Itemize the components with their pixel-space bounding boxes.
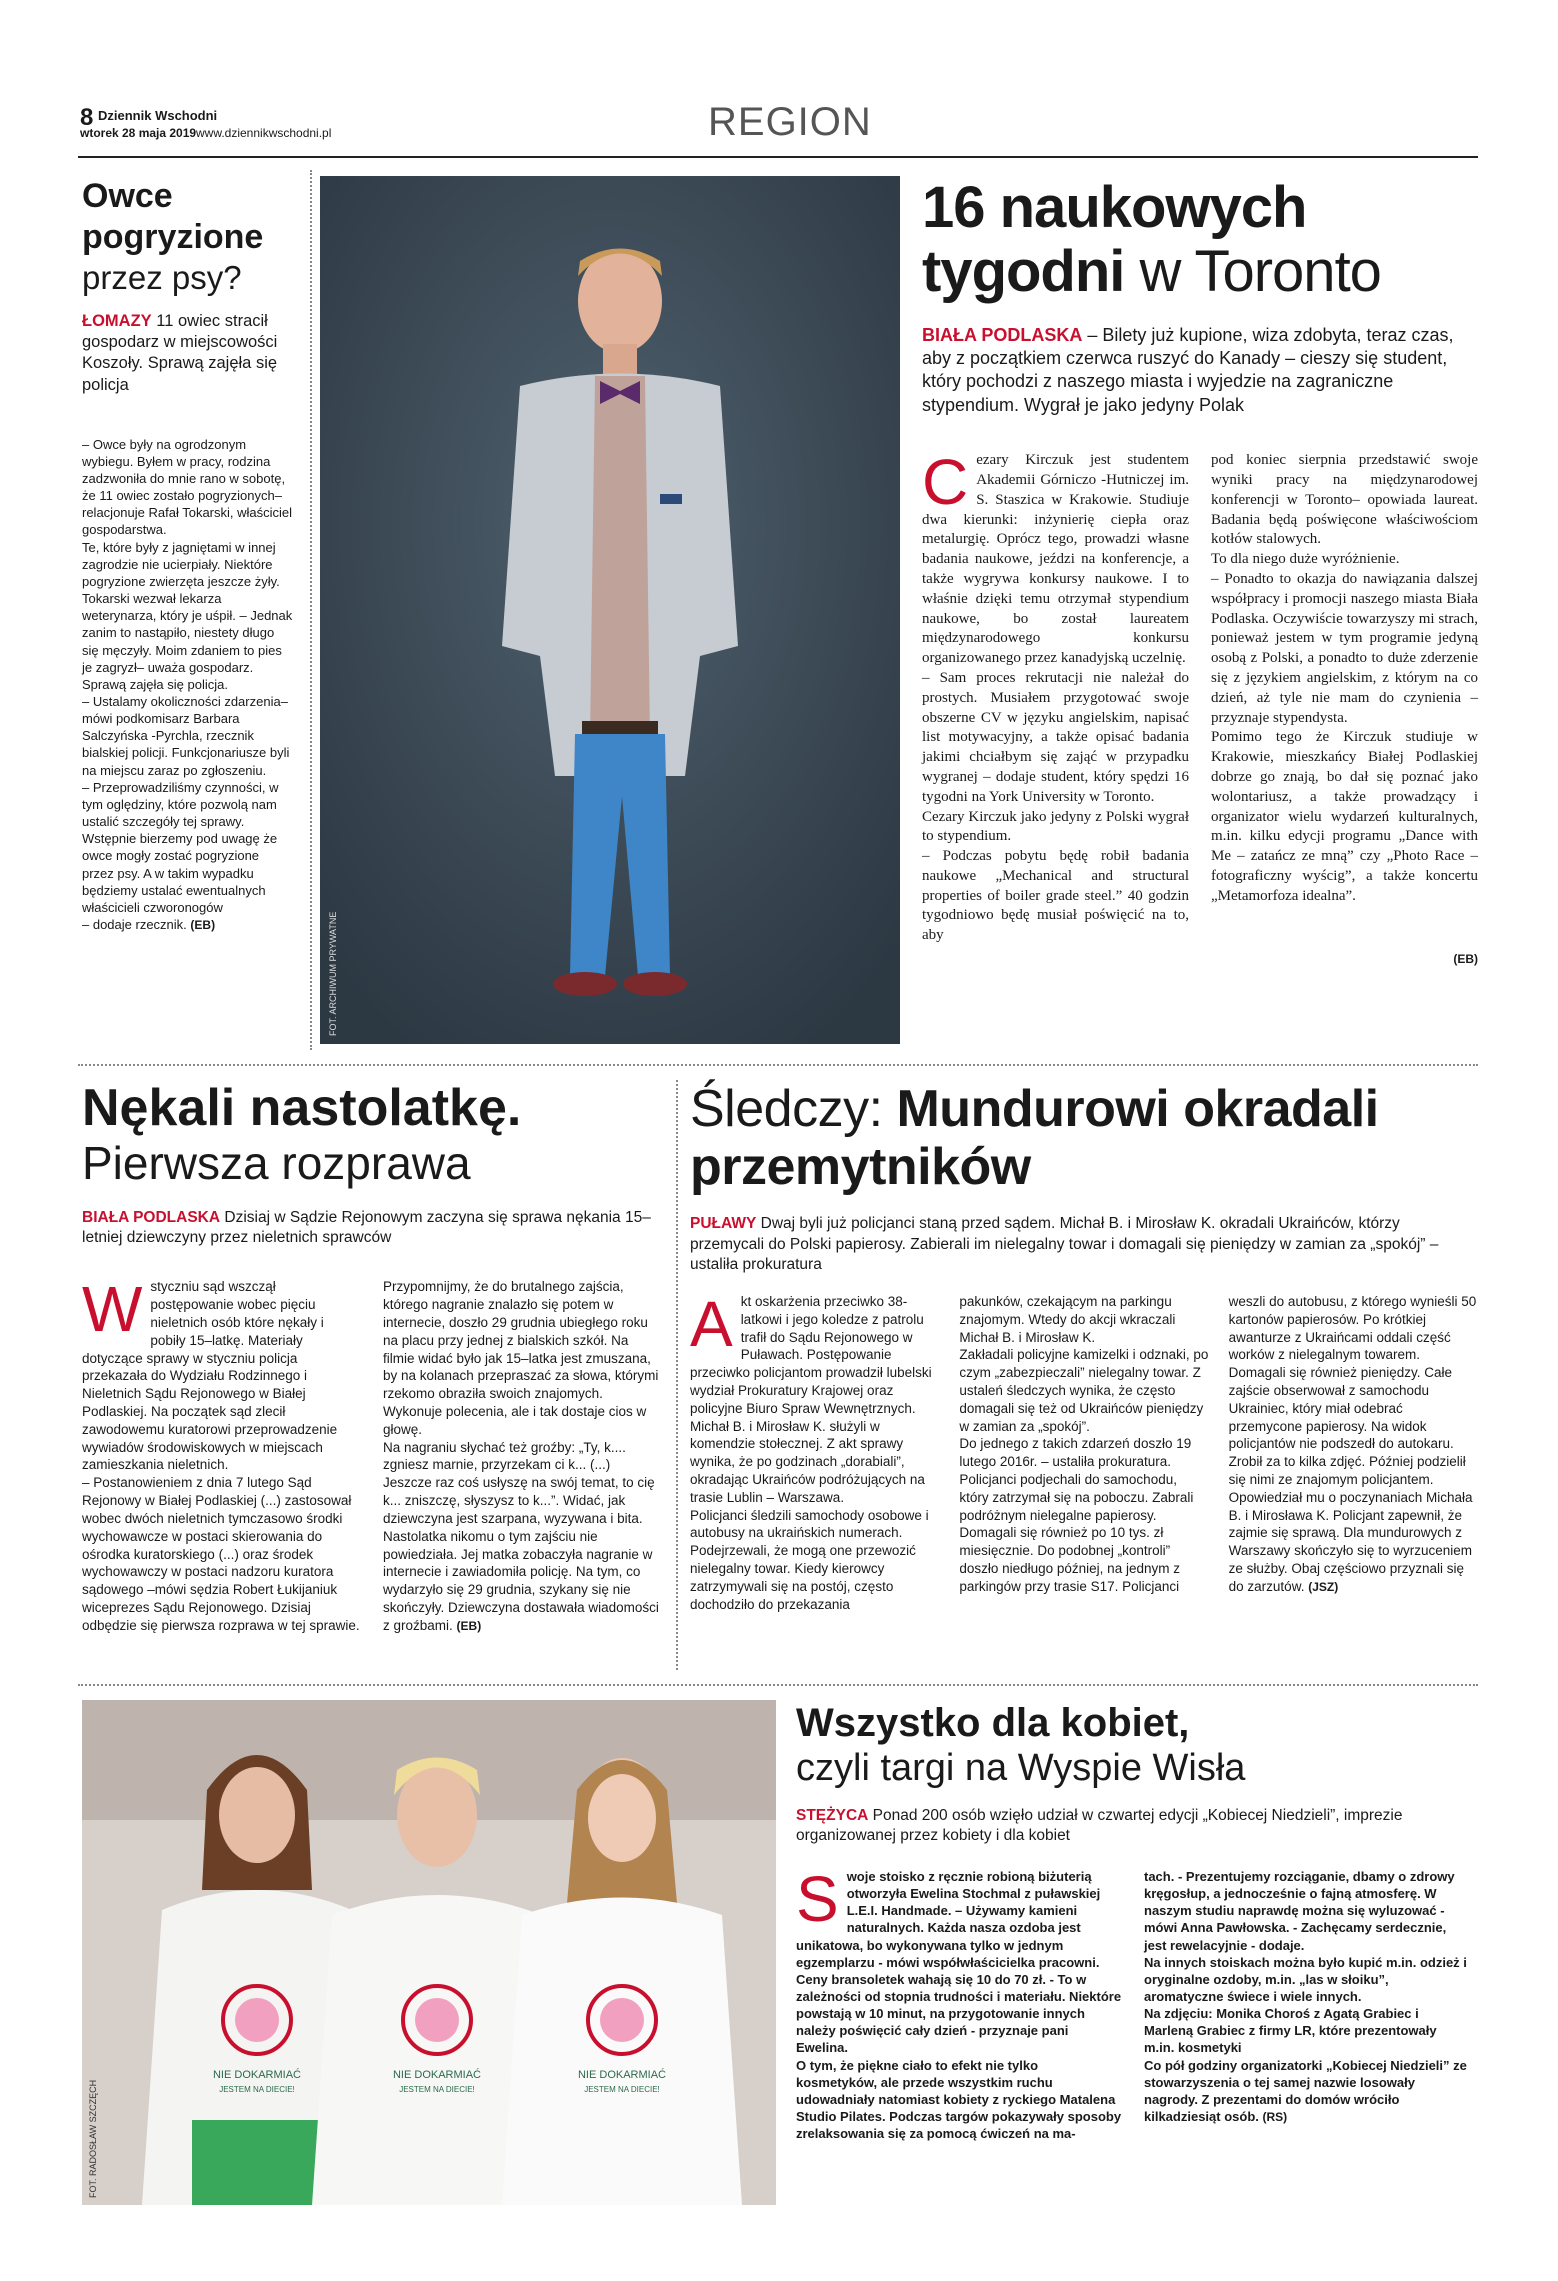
toronto-dropcap: C xyxy=(922,446,969,519)
owce-location: ŁOMAZY xyxy=(82,312,152,331)
toronto-body xyxy=(922,446,1478,946)
paper-name: Dziennik Wschodni xyxy=(98,108,218,123)
sledczy-title-light: Śledczy: xyxy=(690,1080,883,1138)
sledczy-body xyxy=(690,1287,1478,1614)
section-divider-2 xyxy=(78,1684,1478,1686)
sledczy-col-3: weszli do autobusu, z którego wynieśli 50 kartonów papierosów. Po krótkiej awanturze z Ukraińcami oddali część worków z nielegalnym towarem. Domagali się również pieniędzy. Całe zajście obserwował z samochodu Ukrainiec, który miał odebrać przemycone papierosy. Na widok policjantów nie podszedł do autokaru. Zrobił za to kilka zdjęć. Później podzielił się nimi ze znajomym policjantem. Opowiedział mu o poczynaniach Michała B. i Mirosława K. Policjant zapewnił, że zajmie się sprawą. Dla mundurowych z Warszawy skończyło się to wyrzuceniem ze służby. Obaj częściowo przyznali się do zarzutów. (JSZ) xyxy=(1228,1293,1477,1594)
column-divider xyxy=(310,170,312,1050)
nekali-signature: (EB) xyxy=(456,1618,482,1633)
shirt-text-2b: JESTEM NA DIECIE! xyxy=(399,2085,475,2094)
kobiety-lead-text: Ponad 200 osób wzięło udział w czwartej edycji „Kobiecej Niedzieli”, imprezie organizowanej przez kobiety i dla kobiet xyxy=(796,1806,1403,1844)
kobiety-body xyxy=(796,1862,1478,2143)
women-figures xyxy=(82,1700,776,2205)
shirt-text-1a: NIE DOKARMIAĆ xyxy=(212,2069,302,2081)
kobiety-col-2: tach. - Prezentujemy rozciąganie, dbamy o zdrowy kręgosłup, a jednocześnie o fajną atmosferę. W naszym studiu naprawdę można się wyluzować - mówi Anna Pawłowska. - Zachęcamy serdecznie, jest rewelacyjnie - dodaje. Na innych stoiskach można było kupić m.in. odzież i oryginalne ozdoby, m.in. „las w słoiku”, aromatyczne świece i wiele innych. Na zdjęciu: Monika Choroś z Agatą Grabiec i Marleną Grabiec z firmy LR, które prezentowały m.in. kosmetyki Co pół godziny organizatorki „Kobiecej Niedzieli” ze stowarzyszenia o tej samej nazwie losowały nagrody. Z prezentami do domów wróciło kilkadziesiąt osób. (RS) xyxy=(1144,1868,1467,2125)
article-sledczy xyxy=(690,1080,1478,1614)
kobiety-col-1: Swoje stoisko z ręcznie robioną biżuterią otworzyła Ewelina Stochmal z puławskiej L.E.I. Handmade. – Używamy kamieni naturalnych. Każda nasza ozdoba jest unikatowa, bo wykonywana tylko w jednym egzemplarzu - mówi współwłaścicielka pracowni. Ceny bransoletek wahają się 10 do 70 zł. - To w zależności od stopnia trudności i materiału. Niektóre powstają w 10 minut, na przygotowanie innych należy poświęcić cały dzień - przyznaje pani Ewelina. O tym, że piękne ciało to efekt nie tylko kosmetyków, ale przede wszystkim ruchu udowadniały natomiast kobiety z ryckiego Matalena Studio Pilates. Podczas targów pokazywały sposoby zrelaksowania się za pomocą ćwiczeń na ma- xyxy=(796,1862,1122,2142)
toronto-title-light: w Toronto xyxy=(1139,238,1381,304)
nekali-location: BIAŁA PODLASKA xyxy=(82,1209,221,1227)
kobiety-dropcap: S xyxy=(796,1862,839,1935)
nekali-body xyxy=(82,1273,662,1634)
nekali-title-bold: Nękali nastolatkę. xyxy=(82,1079,522,1137)
website-link[interactable]: www.dziennikwschodni.pl xyxy=(196,126,332,140)
toronto-signature: (EB) xyxy=(1453,952,1478,967)
toronto-lead xyxy=(922,324,1478,418)
owce-body: – Owce były na ogrodzonym wybiegu. Byłem w pracy, rodzina zadzwoniła do mnie rano w sobotę, że 11 owiec zostało pogryzionych– relacjonuje Rafał Tokarski, właściciel gospodarstwa. Te, które były z jagniętami w innej zagrodzie nie ucierpiały. Niektóre pogryzione zwierzęta jeszcze żyły. Tokarski wezwał lekarza weterynarza, który je uśpił. – Jednak zanim to nastąpiło, niestety długo się męczyły. Moim zdaniem to pies je zagryzł– uważa gospodarz. Sprawą zajęła się policja. – Ustalamy okoliczności zdarzenia– mówi podkomisarz Barbara Salczyńska -Pyrchla, rzecznik bialskiej policji. Funkcjonariusze byli na miejscu zaraz po zgłoszeniu. – Przeprowadziliśmy czynności, w tym oględziny, które pozwolą nam ustalić szczegóły tej sprawy. Wstępnie bierzemy pod uwagę że owce mogły zostać pogryzione przez psy. A w takim wypadku będziemy ustalać ewentualnych właścicieli czworonogów – dodaje rzecznik. (EB) xyxy=(82,436,293,932)
nekali-lead xyxy=(82,1208,662,1248)
section-title: REGION xyxy=(708,100,872,144)
issue-date: wtorek 28 maja 2019 xyxy=(80,126,197,140)
kobiety-title-light: czyli targi na Wyspie Wisła xyxy=(796,1747,1246,1789)
owce-lead xyxy=(82,311,294,395)
sledczy-col-1: Akt oskarżenia przeciwko 38-latkowi i jego koledze z patrolu trafił do Sądu Rejonowego w Puławach. Postępowanie przeciwko policjantom prowadził lubelski wydział Prokuratury Krajowej oraz policyjne Biuro Spraw Wewnętrznych. Michał B. i Mirosław K. służyli w komendzie stołecznej. Z akt sprawy wynika, że po godzinach „dorabiali”, okradając Ukraińców podróżujących na trasie Lublin – Warszawa. Policjanci śledzili samochody osobowe i autobusy na ukraińskich numerach. Podejrzewali, że mogą one przewozić nielegalny towar. Kiedy kierowcy zatrzymywali się na postój, często dochodziło do przekazania xyxy=(690,1287,932,1612)
shirt-text-1b: NIE DOKARMIAĆ xyxy=(392,2069,482,2081)
toronto-col-1: Cezary Kirczuk jest studentem Akademii Górniczo -Hutniczej im. S. Staszica w Krakowie. Studiuje dwa kierunki: inżynierię ciepła oraz metalurgię. Oprócz tego, prowadzi własne badania naukowe, jeździ na konferencje, a także wygrywa konkursy naukowe. I to właśnie dzięki temu otrzymał stypendium naukowe, bo został laureatem międzynarodowego konkursu organizowanego przez kanadyjską uczelnię. – Sam proces rekrutacji nie należał do prostych. Musiałem przygotować swoje obszerne CV w języku angielskim, napisać list motywacyjny, a także opisać badania jakimi chciałbym się zająć w przypadku wygranej – dodaje student, który spędzi 16 tygodni na York University w Toronto. Cezary Kirczuk jako jedyny z Polski wygrał to stypendium. – Podczas pobytu będę robił badania naukowe „Mechanical and structural properties of boiler grade steel.” 40 godzin tygodniowo będę musiał poświęcić na to, aby xyxy=(922,446,1189,944)
shirt-text-2c: JESTEM NA DIECIE! xyxy=(584,2085,660,2094)
sledczy-location: PUŁAWY xyxy=(690,1215,757,1233)
header-rule xyxy=(78,156,1478,158)
sledczy-signature: (JSZ) xyxy=(1308,1579,1339,1594)
column-divider-2 xyxy=(676,1080,678,1670)
women-photo xyxy=(82,1700,776,2205)
owce-lead-text: 11 owiec stracił gospodarz w miejscowości Koszoły. Sprawą zajęła się policja xyxy=(82,312,278,394)
toronto-lead-text: – Bilety już kupione, wiza zdobyta, teraz czas, aby z początkiem czerwca ruszyć do Kanady – cieszy się student, który pochodzi z naszego miasta i wyjedzie na zagraniczne stypendium. Wygrał je jako jedyny Polak xyxy=(922,324,1454,415)
kobiety-signature: (RS) xyxy=(1262,2110,1288,2125)
nekali-lead-text: Dzisiaj w Sądzie Rejonowym zaczyna się sprawa nękania 15–letniej dziewczyny przez nieletnich sprawców xyxy=(82,1209,651,1247)
sledczy-col-2: pakunków, czekającym na parkingu znajomym. Wtedy do akcji wkraczali Michał B. i Mirosław K. Zakładali policyjne kamizelki i odznaki, po czym „zabezpieczali” nielegalny towar. Z ustaleń śledczych wynika, że często domagali się też od Ukraińców pieniędzy w zamian za „spokój”. Do jednego z takich zdarzeń doszło 19 lutego 2016r. – ustaliła prokuratura. Policjanci podjechali do samochodu, który zatrzymał się na poboczu. Zabrali podróżnym nielegalne papierosy. Domagali się również po 10 tys. zł miesięcznie. Do podobnej „kontroli” doszło niedługo później, na jednym z parkingów przy trasie S17. Policjanci xyxy=(959,1293,1209,1594)
toronto-location: BIAŁA PODLASKA xyxy=(922,324,1083,345)
women-photo-credit: FOT. RADOSŁAW SZCZĘCH xyxy=(88,2079,98,2198)
student-figure xyxy=(320,176,900,1044)
nekali-title-light: Pierwsza rozprawa xyxy=(82,1137,471,1190)
sledczy-lead-text: Dwaj byli już policjanci staną przed sądem. Michał B. i Mirosław K. okradali Ukraińców, którzy przemycali do Polski papierosy. Zabierali im nielegalny towar i domagali się pieniędzy w zamian za „spokój” – ustaliła prokuratura xyxy=(690,1215,1439,1273)
toronto-headline xyxy=(922,176,1478,304)
shirt-text-2a: JESTEM NA DIECIE! xyxy=(219,2085,295,2094)
owce-title-light: przez psy? xyxy=(82,258,242,296)
sledczy-headline xyxy=(690,1080,1478,1196)
toronto-col-2: pod koniec sierpnia przedstawić swoje wyniki pracy na międzynarodowej konferencji w Toronto– opowiada laureat. Badania będą poświęcone właściwościom kotłów stalowych. To dla niego duże wyróżnienie. – Ponadto to okazja do nawiązania dalszej współpracy i promocji naszego miasta Biała Podlaska. Oczywiście towarzyszy mi strach, ponieważ jestem w tym programie jedyną osobą z Polski, a ponadto to duże zderzenie się z językiem angielskim, z którym na co dzień, aż tyle nie mam do czynienia – przyznaje stypendysta. Pomimo tego że Kirczuk studiuje w Krakowie, mieszkańcy Białej Podlaskiej dobrze go znają, bo dał się poznać jako wolontariusz, a także prowadzący i organizator wielu wydarzeń kulturalnych, m.in. kilku edycji programu „Dance with Me – zatańcz ze mną” czy „Photo Race – fotograficzny wyścig”, a także koncertu „Metamorfoza idealna”. xyxy=(1211,452,1478,904)
owce-title-bold: Owce pogryzione xyxy=(82,177,264,256)
sledczy-lead xyxy=(690,1214,1478,1274)
article-toronto xyxy=(922,176,1478,966)
kobiety-lead xyxy=(796,1806,1478,1846)
page-number: 8 xyxy=(80,104,94,131)
owce-signature: (EB) xyxy=(190,918,216,932)
shirt-text-1c: NIE DOKARMIAĆ xyxy=(577,2069,667,2081)
student-photo xyxy=(320,176,900,1044)
kobiety-location: STĘŻYCA xyxy=(796,1806,869,1824)
student-photo-credit: FOT. ARCHIWUM PRYWATNE xyxy=(328,911,338,1036)
nekali-col-1: Wstyczniu sąd wszczął postępowanie wobec pięciu nieletnich osób które nękały i pobiły 15–latkę. Materiały dotyczące sprawy w styczniu policja przekazała do Wydziału Rodzinnego i Nieletnich Sądu Rejonowego w Białej Podlaskiej. Na początek sąd zlecił zawodowemu kuratorowi przeprowadzenie wywiadów środowiskowych w miejscach zamieszkania nieletnich. – Postanowieniem z dnia 7 lutego Sąd Rejonowy w Białej Podlaskiej (...) zastosował wobec dwóch nieletnich tymczasowo środki wychowawcze w postaci skierowania do ośrodka kuratorskiego (...) oraz środek wychowawczy w postaci nadzoru kuratora sądowego –mówi sędzia Robert Łukijaniuk wiceprezes Sądu Rejonowego. Dzisiaj odbędzie się pierwsza rozprawa w tej sprawie. xyxy=(82,1273,360,1633)
article-owce xyxy=(82,176,294,934)
sledczy-dropcap: A xyxy=(690,1287,733,1360)
article-nekali xyxy=(82,1080,662,1635)
toronto-title-bold: 16 naukowych tygodni xyxy=(922,175,1307,304)
nekali-dropcap: W xyxy=(82,1273,143,1346)
article-kobiety xyxy=(796,1700,1478,2142)
section-divider xyxy=(78,1064,1478,1066)
sledczy-title-bold: Mundurowi okradali przemytników xyxy=(690,1080,1379,1197)
kobiety-title-bold: Wszystko dla kobiet, xyxy=(796,1701,1190,1745)
nekali-col-2: Przypomnijmy, że do brutalnego zajścia, którego nagranie znalazło się potem w internecie, doszło 29 grudnia ubiegłego roku na placu przy jednej z bialskich szkół. Na filmie widać było jak 15–latka jest zmuszana, by na kolanach przepraszać za słowa, którymi rzekomo obraziła swoich znajomych. Wykonuje polecenia, ale i tak dostaje cios w głowę. Na nagraniu słychać też groźby: „Ty, k.... zgniesz marnie, przyrzekam ci k... (...) Jeszcze raz coś usłyszę na swój temat, to cię k... zniszczę, słyszysz to k...”. Widać, jak dziewczyna jest szarpana, wyzywana i bita. Nastolatka nikomu o tym zajściu nie powiedziała. Jej matka zobaczyła nagranie w internecie i zawiadomiła policję. Na tym, co wydarzyło się 29 grudnia, szykany się nie skończyły. Dziewczyna dostawała wiadomości z groźbami. (EB) xyxy=(383,1279,659,1633)
